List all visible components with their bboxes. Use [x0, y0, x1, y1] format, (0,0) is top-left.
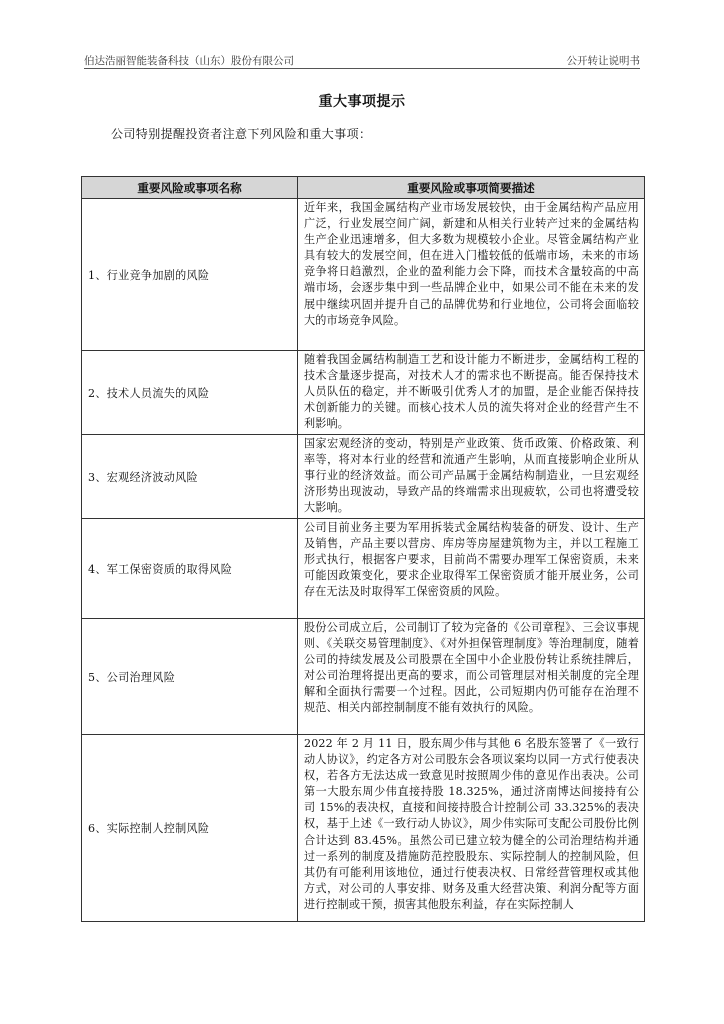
risk-name: 3、宏观经济波动风险	[82, 435, 298, 519]
header-doc-type: 公开转让说明书	[566, 55, 640, 67]
table-row	[82, 619, 645, 735]
risk-desc: 股份公司成立后，公司制订了较为完备的《公司章程》、三会议事规则、《关联交易管理制度》、《对外担保管理制度》等治理制度，随着公司的持续发展及公司股票在全国中小企业股份转让系统挂牌后，对公司治理将提出更高的要求，而公司管理层对相关制度的完全理解和全面执行需要一个过程。因此，公司短期内仍可能存在治理不规范、相关内部控制制度不能有效执行的风险。	[298, 619, 645, 735]
risk-desc: 2022 年 2 月 11 日，股东周少伟与其他 6 名股东签署了《一致行动人协议》，约定各方对公司股东会各项议案均以同一方式行使表决权，若各方无法达成一致意见时按照周少伟的意见作出表决。公司第一大股东周少伟直接持股 18.325%，通过济南博达间接持有公司 15%的表决权，直接和间接持股合计控制公司 33.325%的表决权，基于上述《一致行动人协议》，周少伟实际可支配公司股份比例合计达到 83.45%。虽然公司已建立较为健全的公司治理结构并通过一系列的制度及措施防范控股股东、实际控制人的控制风险，但其仍有可能利用该地位，通过行使表决权、日常经营管理权或其他方式，对公司的人事安排、财务及重大经营决策、利润分配等方面进行控制或干预，损害其他股东利益，存在实际控制人	[298, 735, 645, 922]
intro-text: 公司特别提醒投资者注意下列风险和重大事项：	[111, 127, 372, 141]
risk-name: 2、技术人员流失的风险	[82, 351, 298, 435]
risk-desc: 国家宏观经济的变动，特别是产业政策、货币政策、价格政策、利率等，将对本行业的经营和流通产生影响，从而直接影响企业所从事行业的经济效益。而公司产品属于金属结构制造业，一旦宏观经济形势出现波动，导致产品的终端需求出现疲软，公司也将遭受较大影响。	[298, 435, 645, 519]
table-row	[82, 435, 645, 519]
table-row	[82, 519, 645, 619]
risk-desc: 随着我国金属结构制造工艺和设计能力不断进步，金属结构工程的技术含量逐步提高，对技术人才的需求也不断提高。能否保持技术人员队伍的稳定，并不断吸引优秀人才的加盟，是企业能否保持技术创新能力的关键。而核心技术人员的流失将对企业的经营产生不利影响。	[298, 351, 645, 435]
header-divider	[84, 68, 640, 69]
risk-name: 6、实际控制人控制风险	[82, 735, 298, 922]
risk-name: 4、军工保密资质的取得风险	[82, 519, 298, 619]
table-row	[82, 199, 645, 351]
table-header-row	[82, 177, 645, 199]
table-row	[82, 351, 645, 435]
page-title: 重大事项提示	[318, 94, 406, 110]
page-header	[84, 53, 640, 67]
header-risk-desc: 重要风险或事项简要描述	[298, 177, 645, 199]
table-row	[82, 735, 645, 922]
risk-table	[81, 176, 645, 922]
risk-desc: 近年来，我国金属结构产业市场发展较快，由于金属结构产品应用广泛，行业发展空间广阔，新建和从相关行业转产过来的金属结构生产企业迅速增多，但大多数为规模较小企业。尽管金属结构产业具有较大的发展空间，但在进入门槛较低的低端市场，未来的市场竞争将日趋激烈，企业的盈利能力会下降，而技术含量较高的中高端市场，会逐步集中到一些品牌企业中，如果公司不能在未来的发展中继续巩固并提升自己的品牌优势和行业地位，公司将会面临较大的市场竞争风险。	[298, 199, 645, 351]
header-risk-name: 重要风险或事项名称	[82, 177, 298, 199]
risk-desc: 公司目前业务主要为军用拆装式金属结构装备的研发、设计、生产及销售，产品主要以营房、库房等房屋建筑物为主，并以工程施工形式执行，根据客户要求，目前尚不需要办理军工保密资质，未来可能因政策变化，要求企业取得军工保密资质才能开展业务，公司存在无法及时取得军工保密资质的风险。	[298, 519, 645, 619]
risk-name: 1、行业竞争加剧的风险	[82, 199, 298, 351]
risk-name: 5、公司治理风险	[82, 619, 298, 735]
header-company: 伯达浩丽智能装备科技（山东）股份有限公司	[84, 55, 294, 67]
